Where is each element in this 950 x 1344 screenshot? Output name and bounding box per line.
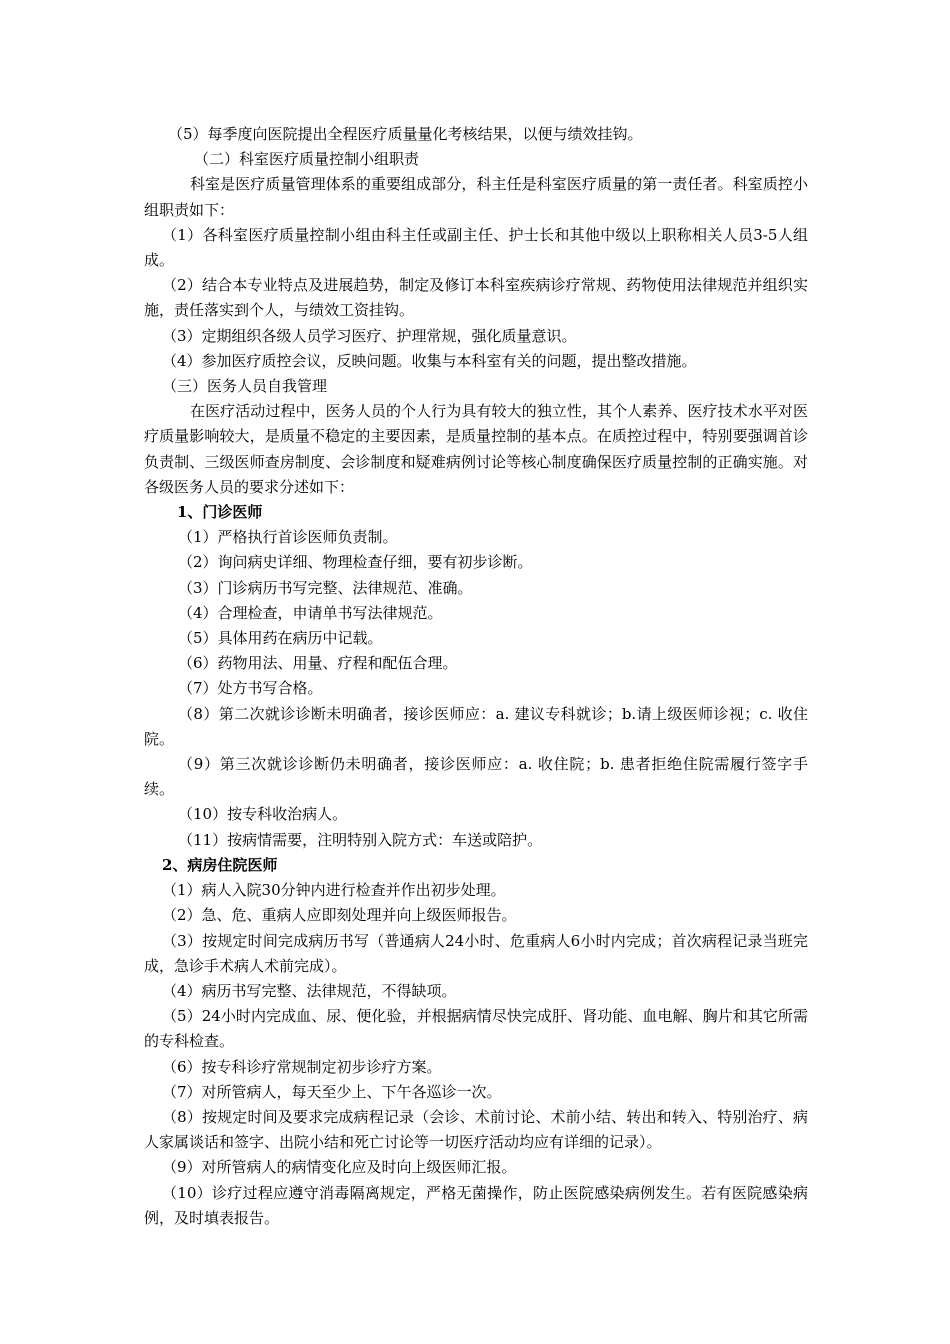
list-item-dept: （3）定期组织各级人员学习医疗、护理常规，强化质量意识。 <box>162 326 577 345</box>
paragraph-assessment: （5）每季度向医院提出全程医疗质量量化考核结果，以便与绩效挂钩。 <box>168 125 643 143</box>
paragraph-dept-intro: 科室是医疗质量管理体系的重要组成部分，科主任是科室医疗质量的第一责任者。科室质控小组职责如下： <box>144 175 808 219</box>
list-item: （6）按专科诊疗常规制定初步诊疗方案。 <box>162 1057 442 1076</box>
list-item: （2）急、危、重病人应即刻处理并向上级医师报告。 <box>162 906 517 925</box>
list-item: （2）询问病史详细、物理检查仔细，要有初步诊断。 <box>178 553 533 572</box>
paragraph-self-mgmt-intro: 在医疗活动过程中，医务人员的个人行为具有较大的独立性，其个人素养、医疗技术水平对医疗质量影响较大，是质量不稳定的主要因素，是质量控制的基本点。在质控过程中，特别要强调首诊负责制、三级医师查房制度、会诊制度和疑难病例讨论等核心制度确保医疗质量控制的正确实施。对各级医务人员的要求分述如下： <box>144 402 808 496</box>
list-item: （8）第二次就诊诊断未明确者，接诊医师应：a. 建议专科就诊；b.请上级医师诊视；c. 收住院。 <box>144 704 808 748</box>
list-item: （8）按规定时间及要求完成病程记录（会诊、术前讨论、术前小结、转出和转入、特别治疗、病人家属谈话和签字、出院小结和死亡讨论等一切医疗活动均应有详细的记录）。 <box>144 1107 808 1152</box>
list-item: （5）24小时内完成血、尿、便化验，并根据病情尽快完成肝、肾功能、血电解、胸片和其它所需的专科检查。 <box>144 1007 808 1051</box>
list-item: （10）诊疗过程应遵守消毒隔离规定，严格无菌操作，防止医院感染病例发生。若有医院感染病例，及时填表报告。 <box>144 1183 808 1227</box>
document-body <box>144 122 808 1231</box>
section-heading-dept-qc: （二）科室医疗质量控制小组职责 <box>194 150 420 169</box>
list-item-dept: （2）结合本专业特点及进展趋势，制定及修订本科室疾病诊疗常规、药物使用法律规范并组织实施，责任落实到个人，与绩效工资挂钩。 <box>144 276 808 320</box>
list-item: （3）门诊病历书写完整、法律规范、准确。 <box>178 578 473 597</box>
list-item: （5）具体用药在病历中记载。 <box>178 629 383 648</box>
section-heading-self-mgmt: （三）医务人员自我管理 <box>162 377 328 396</box>
subheading-ward: 2、病房住院医师 <box>162 855 278 874</box>
list-item: （7）处方书写合格。 <box>178 679 323 698</box>
list-item: （1）严格执行首诊医师负责制。 <box>178 528 398 547</box>
list-item: （10）按专科收治病人。 <box>178 805 348 824</box>
subheading-outpatient: 1、门诊医师 <box>177 503 263 522</box>
outpatient-list <box>144 525 808 853</box>
list-item: （4）合理检查，申请单书写法律规范。 <box>178 603 443 622</box>
list-item: （1）病人入院30分钟内进行检查并作出初步处理。 <box>162 881 506 900</box>
list-item: （7）对所管病人，每天至少上、下午各巡诊一次。 <box>162 1082 502 1101</box>
list-item-dept: （4）参加医疗质控会议，反映问题。收集与本科室有关的问题，提出整改措施。 <box>162 351 697 370</box>
list-item: （9）对所管病人的病情变化应及时向上级医师汇报。 <box>162 1158 517 1177</box>
list-item-dept: （1）各科室医疗质量控制小组由科主任或副主任、护士长和其他中级以上职称相关人员3-5人组成。 <box>144 225 808 270</box>
ward-list <box>144 878 808 1231</box>
list-item: （11）按病情需要，注明特别入院方式：车送或陪护。 <box>178 830 543 849</box>
list-item: （3）按规定时间完成病历书写（普通病人24小时、危重病人6小时内完成；首次病程记录当班完成，急诊手术病人术前完成）。 <box>144 931 808 975</box>
list-item: （9）第三次就诊诊断仍未明确者，接诊医师应：a. 收住院；b. 患者拒绝住院需履行签字手续。 <box>144 755 808 799</box>
list-item: （6）药物用法、用量、疗程和配伍合理。 <box>178 654 458 673</box>
list-item: （4）病历书写完整、法律规范，不得缺项。 <box>162 981 457 1000</box>
